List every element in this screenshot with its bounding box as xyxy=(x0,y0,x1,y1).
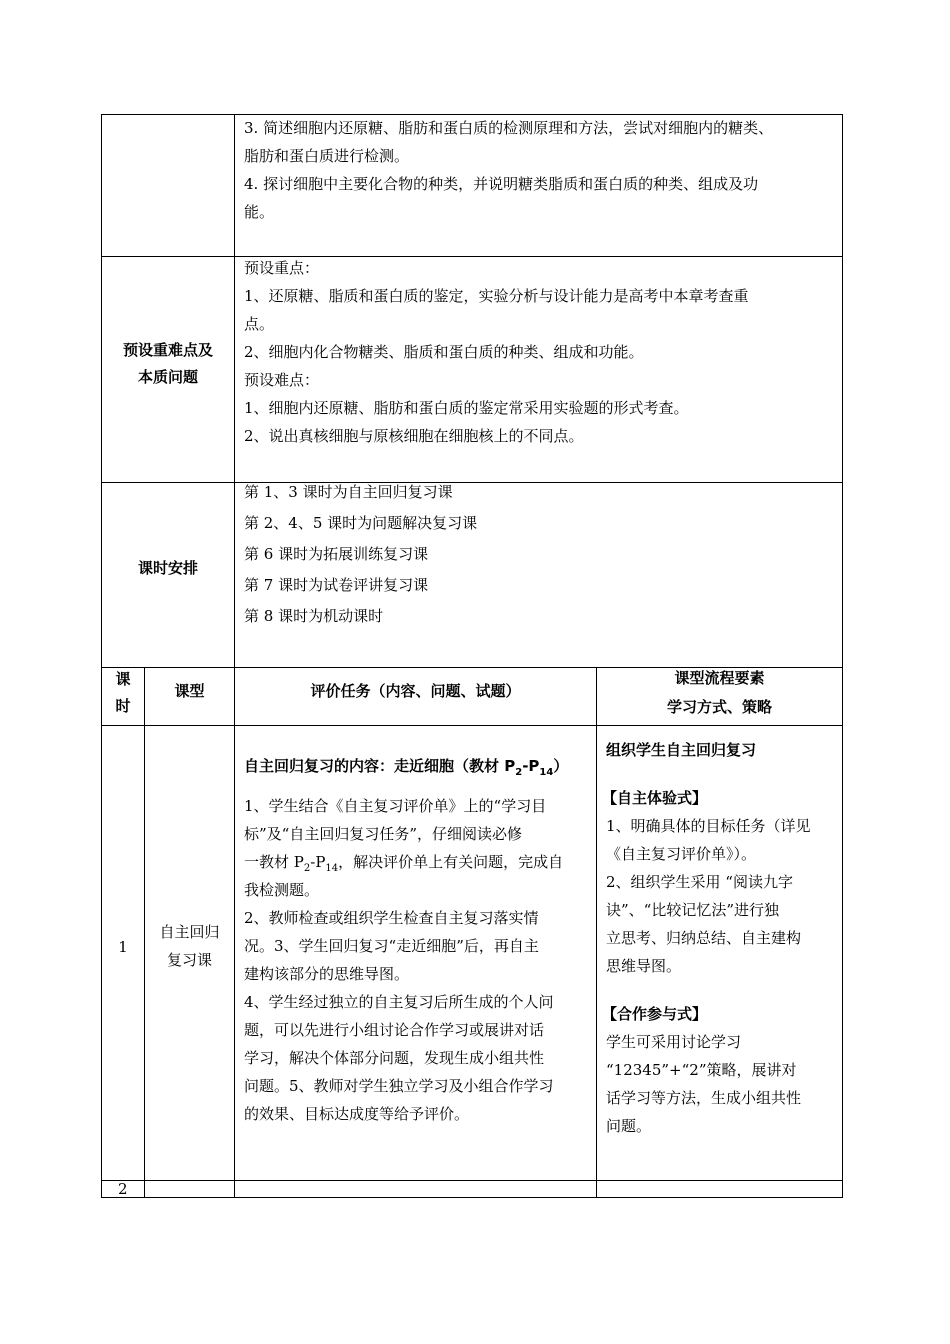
process-line: 1、明确具体的目标任务（详见 xyxy=(606,817,811,835)
row-divider-4 xyxy=(101,725,843,726)
row1-task xyxy=(244,752,568,1128)
row2-period: 2 xyxy=(118,1180,128,1198)
schedule-line: 第 1、3 课时为自主回归复习课 xyxy=(244,483,453,501)
row1-period: 1 xyxy=(118,938,128,956)
column-divider-task xyxy=(596,667,597,1198)
key-point-line: 点。 xyxy=(244,315,275,333)
column-divider-label xyxy=(234,114,235,1198)
schedule-label: 课时安排 xyxy=(137,559,198,577)
schedule-line: 第 7 课时为试卷评讲复习课 xyxy=(244,576,429,594)
objective-line: 4. 探讨细胞中主要化合物的种类，并说明糖类脂质和蛋白质的种类、组成及功 xyxy=(244,175,759,193)
process-line: 话学习等方法，生成小组共性 xyxy=(606,1089,802,1107)
key-point-line: 预设重点： xyxy=(244,259,320,277)
schedule-line: 第 6 课时为拓展训练复习课 xyxy=(244,545,429,563)
header-process: 课型流程要素 学习方式、策略 xyxy=(666,669,772,716)
key-point-line: 1、还原糖、脂质和蛋白质的鉴定，实验分析与设计能力是高考中本章考查重 xyxy=(244,287,749,305)
process-line: 学生可采用讨论学习 xyxy=(606,1033,742,1051)
key-point-line: 预设难点： xyxy=(244,371,320,389)
objective-line: 3. 简述细胞内还原糖、脂肪和蛋白质的检测原理和方法，尝试对细胞内的糖类、 xyxy=(244,119,774,137)
schedule-line: 第 8 课时为机动课时 xyxy=(244,607,384,625)
schedule-text xyxy=(244,477,477,632)
task-line: 4、学生经过独立的自主复习后所生成的个人问 xyxy=(244,993,554,1011)
process-line: 思维导图。 xyxy=(606,957,682,975)
row-divider-5 xyxy=(101,1180,843,1181)
task-line: 1、学生结合《自主复习评价单》上的“学习目 xyxy=(244,797,547,815)
objective-line: 能。 xyxy=(244,203,275,221)
key-point-line: 1、细胞内还原糖、脂肪和蛋白质的鉴定常采用实验题的形式考查。 xyxy=(244,399,689,417)
process-line: 立思考、归纳总结、自主建构 xyxy=(606,929,802,947)
header-period: 课 时 xyxy=(115,670,131,715)
task-line: 标”及“自主回归复习任务”，仔细阅读必修 xyxy=(244,825,523,843)
task-line: 一教材 $P_2-P_{14}$，解决评价单上有关问题，完成自 xyxy=(244,853,564,874)
mode-heading: 【自主体验式】 xyxy=(602,789,708,807)
process-line: 2、组织学生采用 “阅读九字 xyxy=(606,873,793,891)
task-title: 自主回归复习的内容：走近细胞（教材 $P_2-P_{14}$） xyxy=(244,757,569,778)
objective-line: 脂肪和蛋白质进行检测。 xyxy=(244,147,410,165)
task-line: 问题。5、教师对学生独立学习及小组合作学习 xyxy=(244,1077,554,1095)
task-line: 我检测题。 xyxy=(244,881,320,899)
key-point-line: 2、细胞内化合物糖类、脂质和蛋白质的种类、组成和功能。 xyxy=(244,343,644,361)
row1-process xyxy=(602,736,811,1140)
task-line: 的效果、目标达成度等给予评价。 xyxy=(244,1105,470,1123)
task-line: 况。3、学生回归复习“走近细胞”后，再自主 xyxy=(244,937,539,955)
task-line: 学习，解决个体部分问题，发现生成小组共性 xyxy=(244,1049,545,1067)
process-line: 诀”、“比较记忆法”进行独 xyxy=(606,901,780,919)
table-border-left xyxy=(101,114,102,1198)
mode-heading: 【合作参与式】 xyxy=(602,1005,708,1023)
key-points-text xyxy=(244,254,749,450)
process-line: 《自主复习评价单》）。 xyxy=(606,845,757,863)
process-line: 问题。 xyxy=(606,1117,652,1135)
task-line: 题，可以先进行小组讨论合作学习或展讲对话 xyxy=(244,1021,545,1039)
row1-type: 自主回归 复习课 xyxy=(159,923,220,969)
process-line: “12345”+“2”策略，展讲对 xyxy=(606,1061,797,1079)
header-type: 课型 xyxy=(174,682,205,700)
header-task: 评价任务（内容、问题、试题） xyxy=(310,682,521,700)
key-points-label: 预设重难点及 本质问题 xyxy=(122,341,213,386)
table-border-right xyxy=(842,114,843,1198)
objectives-text xyxy=(244,114,773,226)
key-point-line: 2、说出真核细胞与原核细胞在细胞核上的不同点。 xyxy=(244,427,584,445)
task-line: 2、教师检查或组织学生检查自主复习落实情 xyxy=(244,909,539,927)
table-border-bottom xyxy=(101,1197,843,1198)
schedule-line: 第 2、4、5 课时为问题解决复习课 xyxy=(244,514,478,532)
process-title: 组织学生自主回归复习 xyxy=(606,741,757,759)
task-line: 建构该部分的思维导图。 xyxy=(244,965,410,983)
